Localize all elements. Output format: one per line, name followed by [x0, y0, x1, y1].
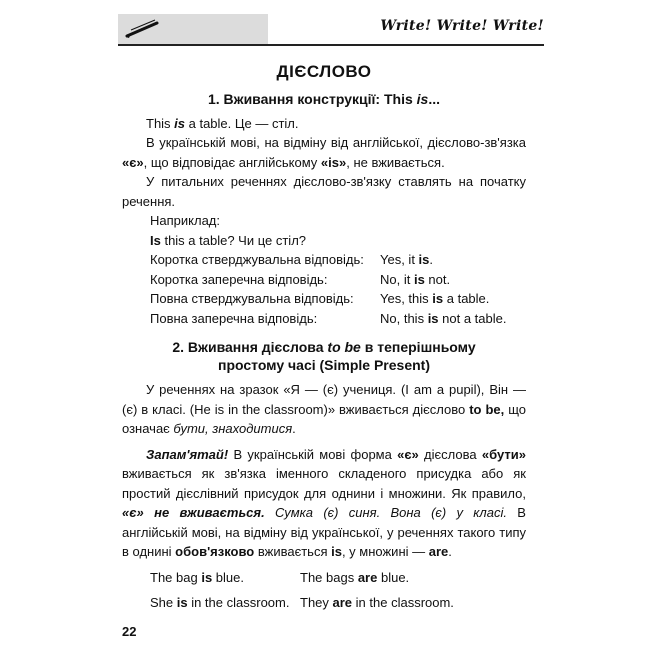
answer-text: Yes, this is a table.: [380, 291, 490, 306]
subsection-2-title: 2. Вживання дієслова to be в теперішньому простому часі (Simple Present): [172, 339, 476, 373]
header-title: Write! Write! Write!: [380, 18, 544, 34]
paragraph-rule-1: В українській мові, на відміну від англійської, дієслово-зв'язка «є», що відповідає англійському «is», не вживається.: [122, 135, 526, 170]
page-number: 22: [122, 624, 137, 639]
answer-text: No, it is not.: [380, 271, 451, 287]
example-plural: The bags are blue.: [300, 569, 410, 585]
paragraph-to-be: У реченнях на зразок «Я — (є) учениця. (I am a pupil), Він — (є) в класі. (He is in the classroom)» вживається дієслово to be, що означає бути, знаходитися.: [122, 382, 526, 436]
example-question: Is this a table? Чи це стіл?: [150, 232, 307, 248]
paragraph-remember: Запам'ятай! В українській мові форма «є» дієслова «бути» вживається як зв'язка іменного складеного присудка або як простий дієслівний присудок для однини і множини. Як правило, «є» не вживається. Сумка (є) синя. Вона (є) у класі. В англійській мові, на відміну від української, у реченнях такого типу в однині обов'язково вживається is, у множині — are.: [122, 446, 526, 559]
pen-icon: [124, 19, 162, 39]
answer-label: Коротка стверджувальна відповідь:: [150, 252, 364, 267]
answers-table: [122, 250, 526, 328]
answer-label: Коротка заперечна відповідь:: [150, 271, 328, 287]
page-header: [118, 14, 544, 46]
example-singular: She is in the classroom.: [150, 595, 290, 610]
answer-text: No, this is not a table.: [380, 310, 507, 326]
answer-label: Повна заперечна відповідь:: [150, 310, 318, 326]
examples-table-row-2: [122, 593, 526, 613]
example-this-is: This is a table. Це — стіл.: [146, 115, 299, 131]
example-label: Наприклад:: [150, 213, 220, 228]
example-plural: They are in the classroom.: [300, 595, 454, 610]
section-title: ДІЄСЛОВО: [276, 62, 372, 81]
page-content: [122, 62, 526, 613]
paragraph-rule-2: У питальних реченнях дієслово-зв'язку ставлять на початку речення.: [122, 174, 526, 209]
answer-text: Yes, it is.: [380, 252, 434, 267]
example-singular: The bag is blue.: [150, 569, 244, 585]
header-band: [118, 14, 268, 44]
subsection-1-title: 1. Вживання конструкції: This is...: [207, 90, 441, 107]
answer-label: Повна стверджувальна відповідь:: [150, 291, 354, 306]
examples-table: [122, 568, 526, 588]
